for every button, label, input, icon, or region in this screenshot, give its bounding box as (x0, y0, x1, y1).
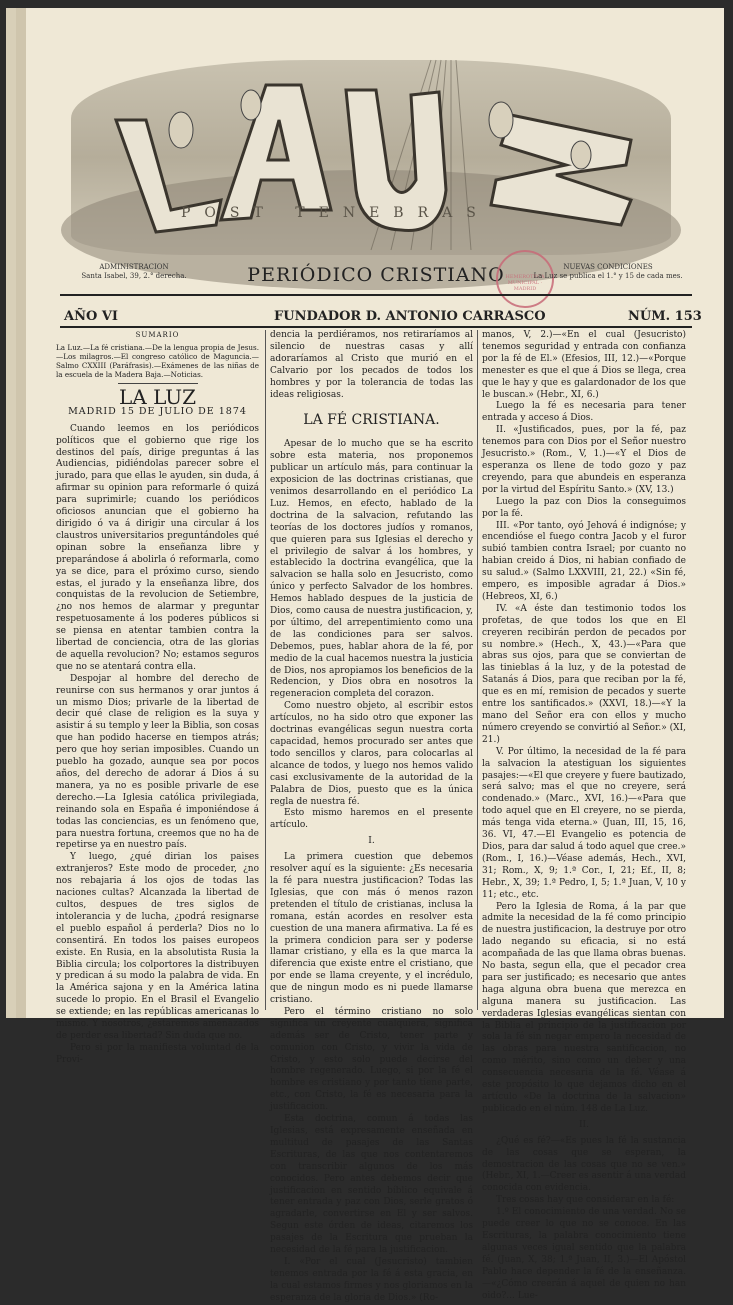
column-3 (482, 330, 686, 1301)
article-paragraph: Tres cosas hay que considerar en la fé: (496, 1195, 675, 1206)
article-paragraph: Como nuestro objeto, al escribir estos artículos, no ha sido otro que exponer las doctrinas evangélicas segun nuestra corta capacidad, hemos procurado ser antes que todo sencillos y claros, para colocarlas al alcance de todos, y luego nos hemos valido casi exclusivamente de la autoridad de la Palabra de Dios, puesto que es la única regla de nuestra fé. (270, 701, 473, 807)
article-paragraph: Pero la Iglesia de Roma, á la par que admite la necesidad de la fé como principio de nuestra justificacion, la destruye por otro lado negando su eficacia, si no está acompañada de las que llama obras buenas. No basta, segun ella, que el pecador crea para ser justificado; es necesario que antes haga alguna obra buena que merezca en alguna manera su justificacion. Las verdaderas Iglesias evangélicas sientan con la Biblia el principio de la justificacion por sola la fé sin negar empero la necesidad de las obras para nuestra santificacion, no como mérito, sino como un deber y una consecuencia necesaria de la fé. Véase á este propósito lo que dejamos dicho en el artículo «De la doctrina de la salvacion» publicado en el núm. 148 de La Luz. (482, 901, 686, 1114)
administration-block (74, 263, 194, 281)
article-paragraph: Esto mismo haremos en el presente artículo. (270, 808, 473, 831)
article-paragraph: 1.º El conocimiento de una verdad. No se puede creer lo que no se conoce. En las Escrituras, la palabra conocimiento tiene algunas veces igual sentido que la palabra fé. (Juan, X, 38; 1.ª Juan, II, 3.)—El Apóstol Pablo hace depender la fé de la enseñanza.—«¿Cómo creerán á aquel de quien no han oido?... Lue- (482, 1207, 686, 1301)
article-paragraph: Pero el término cristiano no solo significa un creyente cualquiera, significa además ser de Cristo, tener parte y comunion con Cristo, y vivir la vida de Cristo, y esto solo puede decirse del hombre regenerado. Luego, si por la fé el hombre es cristiano y por tanto tiene parte, etc., con Cristo, la fé es necesaria para la justificacion. (270, 1006, 473, 1113)
article-paragraph: I. «Por el cual (Jesucristo) tambien tenemos entrada por la fé á esta gracia, en la cual estamos firmes y nos gloriamos en la esperanza de la gloria de Dios.» (Ro- (270, 1256, 473, 1303)
article-title-fe-cristiana: LA FÉ CRISTIANA. (303, 412, 440, 429)
section-numeral: I. (368, 836, 375, 847)
column-divider (477, 330, 478, 1010)
masthead-artwork (71, 60, 671, 255)
conditions-block (528, 263, 688, 281)
column-1 (56, 330, 259, 1065)
article-paragraph: Despojar al hombre del derecho de reunirse con sus hermanos y orar juntos á un mismo Dios; privarle de la libertad de decir qué clase de religion es la suya y asistir á su templo y leer la Biblia, son cosas que han podido hacerse en tiempos atrás; pero que hoy serian imposibles. Cuando un pueblo ha gozado, aunque sea por pocos años, del derecho de adorar á Dios á su manera, ya no es posible privarle de ese derecho.—La Iglesia católica privilegiada, reinando sola en España é imponiéndose á todas las conciencias, es un fenómeno que, para nuestra fortuna, creemos que no ha de repetirse ya en nuestro país. (56, 673, 259, 851)
page-spine (16, 8, 26, 1018)
conditions-text: La Luz se publica el 1.° y 15 de cada mes. (533, 272, 683, 280)
divider (118, 383, 198, 384)
article-paragraph: Apesar de lo mucho que se ha escrito sobre esta materia, nos proponemos publicar un artículo más, para continuar la exposicion de las doctrinas cristianas, que venimos desarrollando en el periódico La Luz. Hemos, en efecto, hablado de la doctrina de la salvacion, refutando las teorías de los doctores judíos y romanos, que quieren para sus Iglesias el derecho y el privilegio de salvar á los hombres, y establecido la doctrina evangélica, que la salvacion se halla solo en Jesucristo, como único y perfecto Salvador de los hombres. Hemos hablado despues de la justicia de Dios, como causa de nuestra justificacion, y, por último, del arrepentimiento como una de las condiciones para ser salvos. Debemos, pues, hablar ahora de la fé, por medio de la cual hacemos nuestra la justicia de Dios, nos apropiamos los beneficios de la Redencion, y Dios obra en nosotros la regeneracion completa del corazon. (270, 439, 473, 700)
article-paragraph: La primera cuestion que debemos resolver aquí es la siguiente: ¿Es necesaria la fé para nuestra justificacion? Todas las Iglesias, que con más ó menos razon pretenden el título de cristianas, inclusa la romana, están acordes en resolver esta cuestion de una manera afirmativa. La fé es la primera condicion para ser y poderse llamar cristiano, y ella es la que marca la diferencia que existe entre el cristiano, que por ende se llama creyente, y el incrédulo, que de ningun modo es ni puede llamarse cristiano. (270, 852, 473, 1006)
article-paragraph: Cuando leemos en los periódicos políticos que el gobierno que rige los destinos del país, dirige preguntas á las Audiencias, pidiéndolas parecer sobre el jurado, para que ellas le ayuden, sin duda, á afirmar su opinion para reformarle ó quizá para suprimirle; cuando los periódicos oficiosos anuncian que el gobierno ha dirigido ó va á dirigir una circular á los claustros universitarios preguntándoles qué opinan sobre la enseñanza libre y preparándose á abolirla ó reformarla, como ya se dice, para el próximo curso, siendo estas, el jurado y la enseñanza libre, dos conquistas de la revolucion de Setiembre, ¿no nos hemos de alarmar y preguntar respetuosamente á los poderes públicos si se piensa en atentar tambien contra la libertad de conciencia, otra de las glorias de aquella revolucion? No; estamos seguros que no se atentará contra ella. (56, 423, 259, 672)
header-rule-bottom (60, 326, 692, 328)
article-date: MADRID 15 DE JULIO DE 1874 (68, 405, 247, 417)
article-paragraph: IV. «A éste dan testimonio todos los profetas, de que todos los que en El creyeren recibirán perdon de pecados por su nombre.» (Hech., X, 43.)—«Para que abras sus ojos, para que se conviertan de las tinieblas á la luz, y de la potestad de Satanás á Dios, para que reciban por la fé, que es en mí, remision de pecados y suerte entre los santificados.» (XXVI, 18.)—«Y la mano del Señor era con ellos y mucho número creyendo se convirtió al Señor.» (XI, 21.) (482, 603, 686, 745)
conditions-label: NUEVAS CONDICIONES (563, 263, 653, 271)
sumario-heading: SUMARIO (135, 331, 180, 339)
column-divider (265, 330, 266, 1010)
admin-label: ADMINISTRACION (99, 263, 169, 271)
article-paragraph: Esta doctrina, comun á todas las Iglesias, está expresamente enseñada en multitud de pasajes de las Santas Escrituras, de las que nos contentaremos con transcribir algunos de los más conocidos. Pero antes debemos decir que justificacion en sentido bíblico equivale á tener entrada y paz con Dios, serle gratos ó agradarle, convertirse en El y ser salvos. Segun este órden de ideas, citaremos los pasajes de la Escritura que prueban la necesidad de la fé para la justificacion. (270, 1114, 473, 1256)
article-paragraph: II. «Justificados, pues, por la fé, paz tenemos para con Dios por el Señor nuestro Jesucristo.» (Rom., V, 1.)—«Y el Dios de esperanza os llene de todo gozo y paz creyendo, para que abundeis en esperanza por la virtud del Espíritu Santo.» (XV, 13.) (482, 425, 686, 495)
masthead-illustration (71, 60, 671, 255)
article-paragraph: Y luego, ¿qué dirian los paises extranjeros? Este modo de proceder, ¿no nos rebajaria á los ojos de todas las naciones cultas? Alcanzada la libertad de cultos, despues de tres siglos de intolerancia y de lucha, ¿podrá resignarse el pueblo español á perderla? Dios no lo consentirá. En todos los paises europeos existe. En Rusia, en la absolutista Rusia la Biblia circula; los colportores la distribuyen y predican á su modo la palabra de vida. En la América sajona y en la América latina sucede lo propio. En el Brasil el Evangelio se extiende; en las repúblicas americanas lo mismo. Y nosotros, ¿estaremos amenazados de perder esa libertad? Sin duda que no. (56, 852, 259, 1041)
column-2 (270, 330, 473, 1303)
newspaper-subtitle: PERIÓDICO CRISTIANO (247, 264, 505, 286)
issue-number: NÚM. 153 (628, 309, 702, 324)
admin-address: Santa Isabel, 39, 2.° derecha. (81, 272, 187, 280)
founder-line: FUNDADOR D. ANTONIO CARRASCO (274, 309, 546, 324)
library-stamp: HEMEROTECA MUNICIPAL · MADRID (496, 250, 554, 308)
article-paragraph: Luego la paz con Dios la conseguimos por la fé. (482, 496, 686, 519)
masthead-banner: POST TENEBRAS (181, 205, 490, 221)
header-rule-top (60, 294, 692, 296)
sumario-text: La Luz.—La fé cristiana.—De la lengua propia de Jesus.—Los milagros.—El congreso católico de Maguncia.—Salmo CXXIII (Paráfrasis).—Exámenes de las niñas de la escuela de la Madera Baja.—Noticias. (56, 342, 259, 379)
article-paragraph: Pero si por la manifiesta voluntad de la Provi- (56, 1042, 259, 1065)
article-paragraph: dencia la perdiéramos, nos retiraríamos al silencio de nuestras casas y allí adoraríamos al Cristo que murió en el Calvario por los pecados de todos los hombres y por la tolerancia de todas las ideas religiosas. (270, 330, 473, 400)
article-paragraph: Luego la fé es necesaria para tener entrada y acceso á Dios. (482, 401, 686, 424)
newspaper-page (6, 8, 724, 1303)
masthead-title (71, 60, 72, 61)
section-numeral: II. (579, 1119, 589, 1130)
issue-year: AÑO VI (64, 309, 118, 324)
article-paragraph: ¿Qué es fé?—«Es pues la fé la sustancia de las cosas que se esperan, la demostracion de las cosas que no se ven.» (Hebr., XI, 1.—Creer es asentir á una verdad conocida con evidencia. (482, 1135, 686, 1194)
article-title-la-luz: LA LUZ (118, 384, 197, 409)
article-paragraph: manos, V, 2.)—«En el cual (Jesucristo) tenemos seguridad y entrada con confianza por la fé de El.» (Efesios, III, 12.)—«Porque menester es que el que á Dios se llega, crea que le hay y que es galardonador de los que le buscan.» (Hebr., XI, 6.) (482, 330, 686, 400)
article-paragraph: V. Por último, la necesidad de la fé para la salvacion la atestiguan los siguientes pasajes:—«El que creyere y fuere bautizado, será salvo; mas el que no creyere, será condenado.» (Marc., XVI, 16.)—«Para que todo aquel que en El creyere, no se pierda, más tenga vida eterna.» (Juan, III, 15, 16, 36. VI, 47.—El Evangelio es potencia de Dios, para dar salud á todo aquel que cree.» (Rom., I, 16.)—Véase además, Hech., XVI, 31; Rom., X, 9; 1.ª Cor., I, 21; Ef., II, 8; Hebr., X, 39; 1.ª Pedro, I, 5; 1.ª Juan, V, 10 y 11; etc., etc. (482, 746, 686, 900)
article-paragraph: III. «Por tanto, oyó Jehová é indignóse; y encendióse el fuego contra Jacob y el furor subió tambien contra Israel; por cuanto no habian creido á Dios, ni habian confiado de su salud.» (Salmo LXXVIII, 21, 22.) «Sin fé, empero, es imposible agradar á Dios.» (Hebreos, XI, 6.) (482, 520, 686, 602)
